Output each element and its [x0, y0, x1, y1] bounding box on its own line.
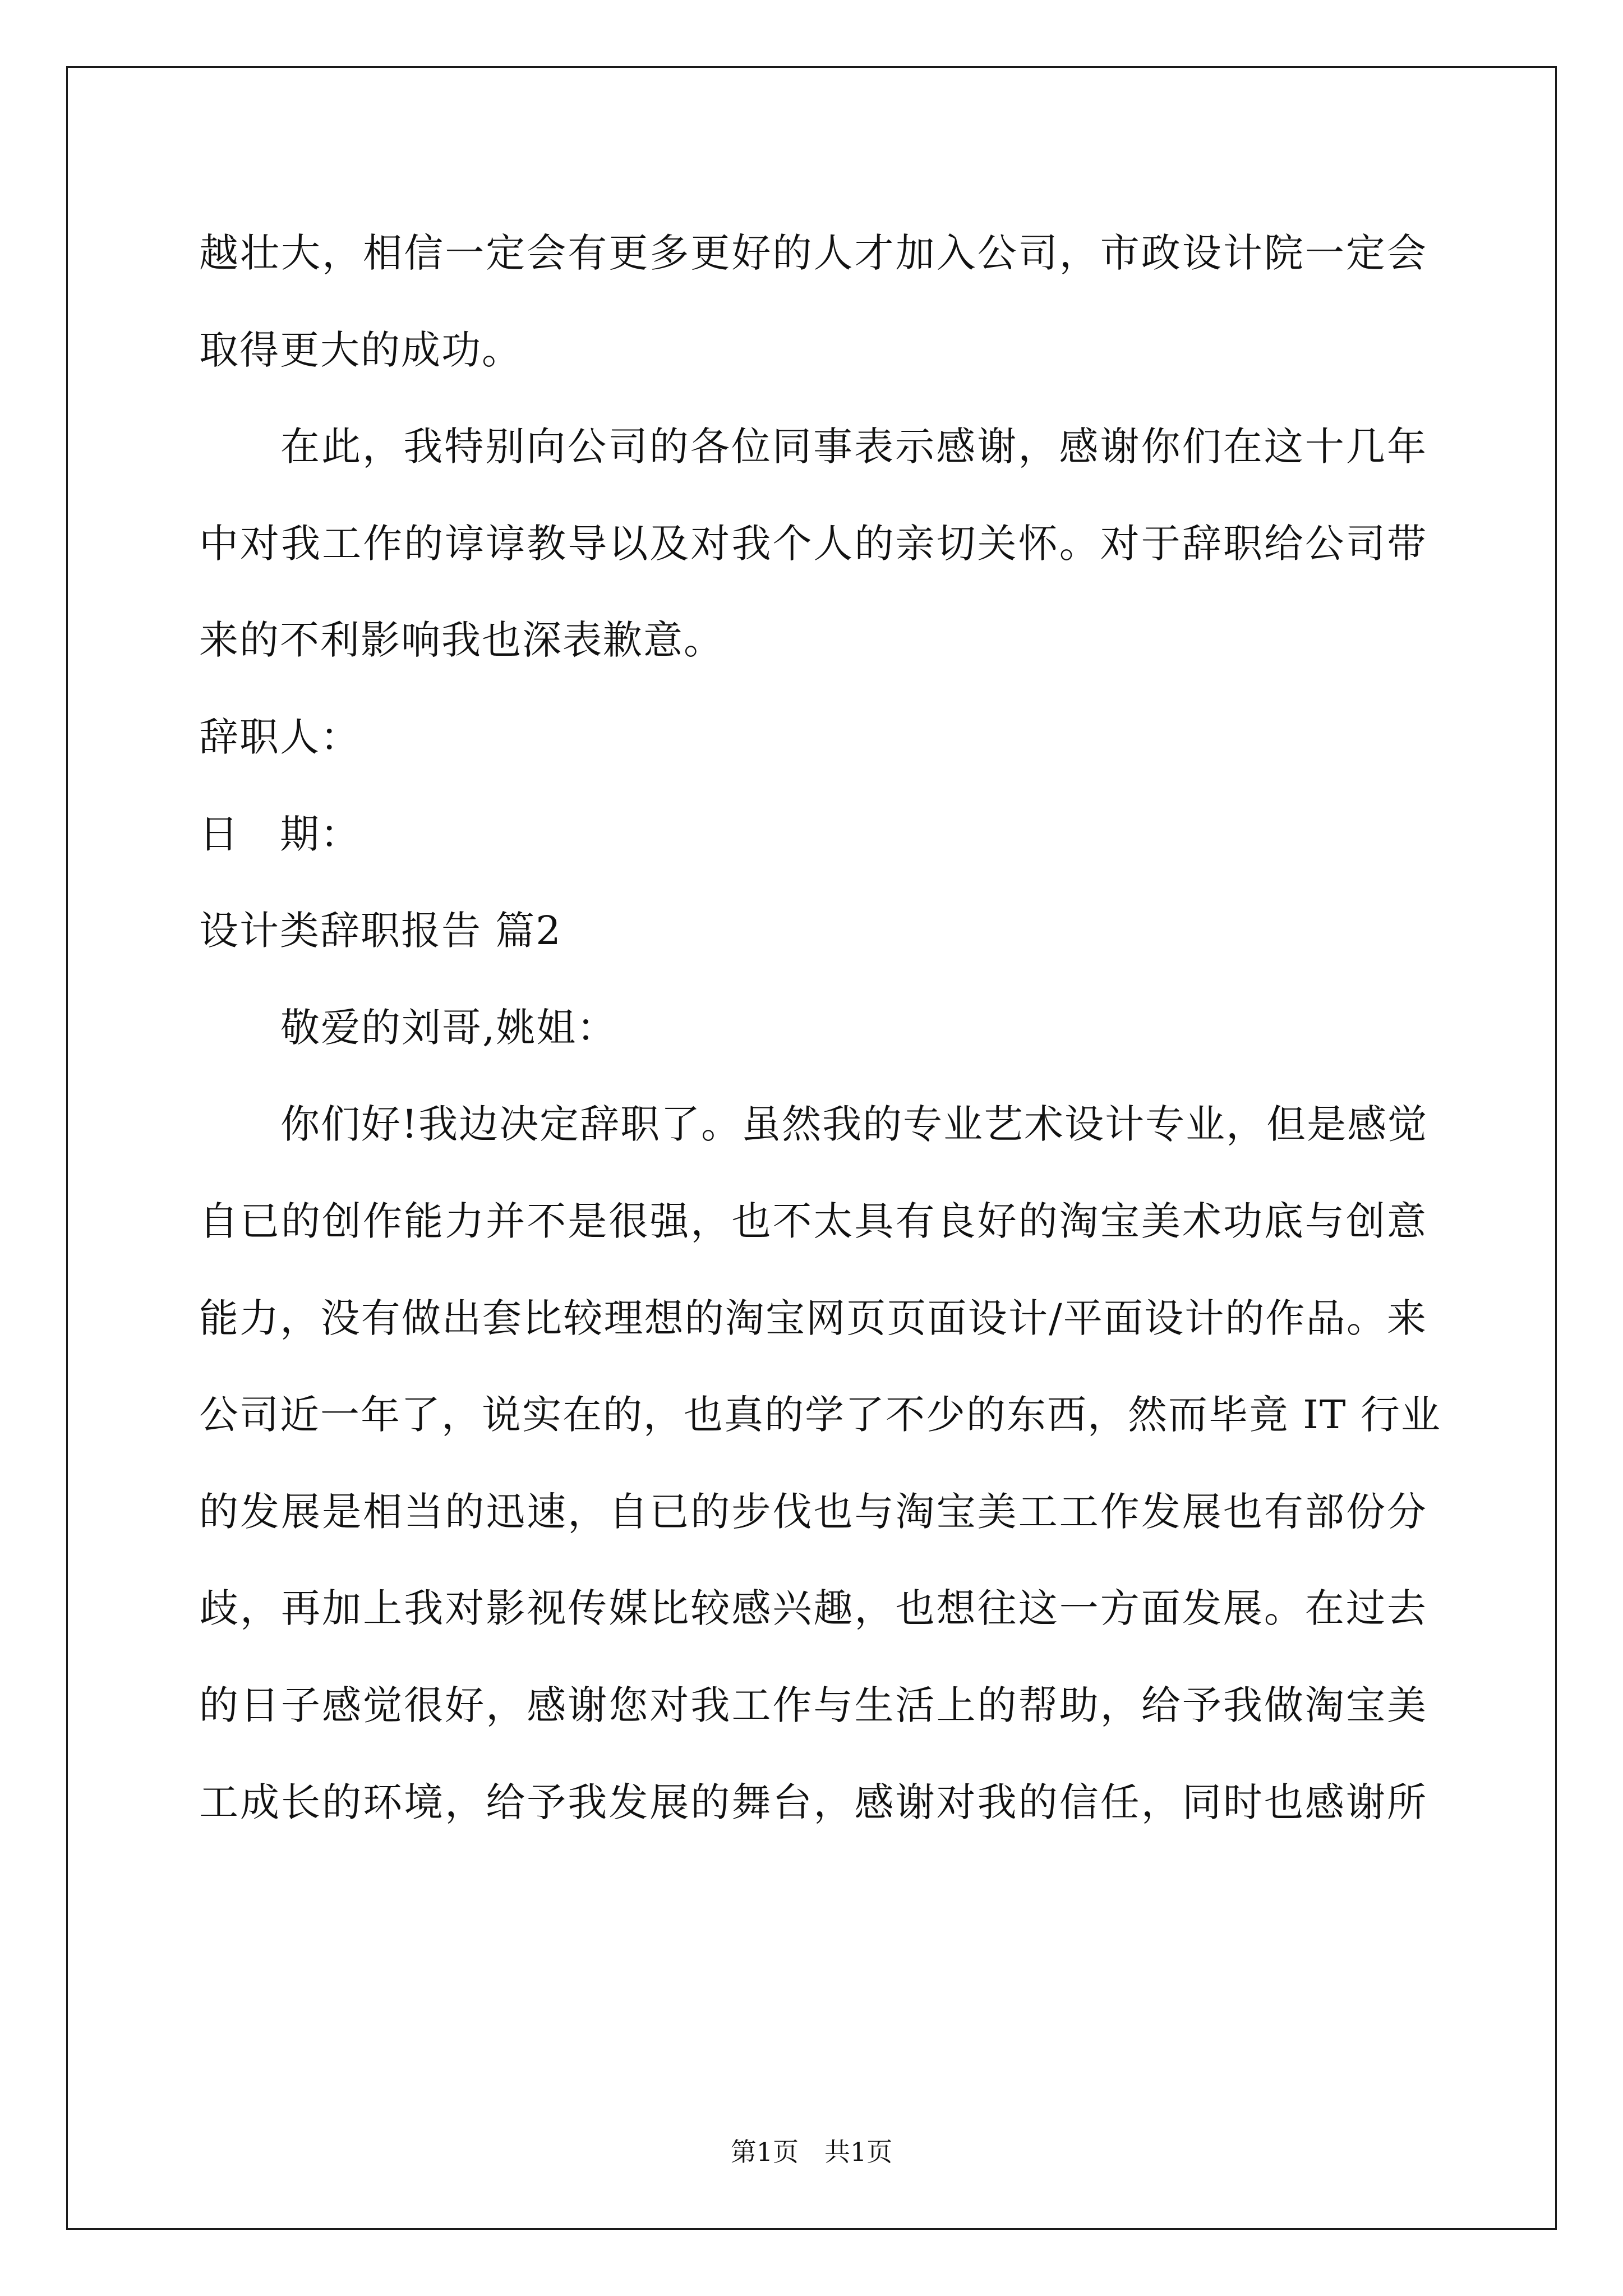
text-line: 的发展是相当的迅速，自已的步伐也与淘宝美工工作发展也有部份分 [199, 1488, 1427, 1535]
text-line: 取得更大的成功。 [199, 326, 522, 373]
document-body [199, 205, 1441, 1851]
text-line: 工成长的环境，给予我发展的舞台，感谢对我的信任，同时也感谢所 [199, 1779, 1427, 1825]
date-label: 日 期： [199, 811, 361, 857]
text-line: 在此，我特别向公司的各位同事表示感谢，感谢你们在这十几年 [280, 424, 1427, 470]
text-line: 中对我工作的谆谆教导以及对我个人的亲切关怀。对于辞职给公司带 [199, 520, 1427, 567]
text-line: 越壮大，相信一定会有更多更好的人才加入公司，市政设计院一定会 [199, 230, 1427, 276]
section-heading: 设计类辞职报告 篇2 [199, 908, 562, 954]
signature-label: 辞职人： [199, 714, 361, 760]
text-line: 歧，再加上我对影视传媒比较感兴趣，也想往这一方面发展。在过去 [199, 1585, 1427, 1632]
text-line: 能力，没有做出套比较理想的淘宝网页页面设计/平面设计的作品。来 [199, 1295, 1427, 1341]
page-footer: 第1页 共1页 [730, 2137, 893, 2167]
text-line: 来的不利影响我也深表歉意。 [199, 617, 724, 664]
text-line: 你们好!我边决定辞职了。虽然我的专业艺术设计专业，但是感觉 [280, 1101, 1428, 1148]
text-line: 的日子感觉很好，感谢您对我工作与生活上的帮助，给予我做淘宝美 [199, 1682, 1427, 1728]
text-line: 公司近一年了，说实在的，也真的学了不少的东西，然而毕竟 IT 行业 [199, 1392, 1441, 1438]
text-line: 自已的创作能力并不是很强，也不太具有良好的淘宝美术功底与创意 [199, 1198, 1427, 1244]
salutation: 敬爱的刘哥,姚姐： [280, 1004, 617, 1051]
